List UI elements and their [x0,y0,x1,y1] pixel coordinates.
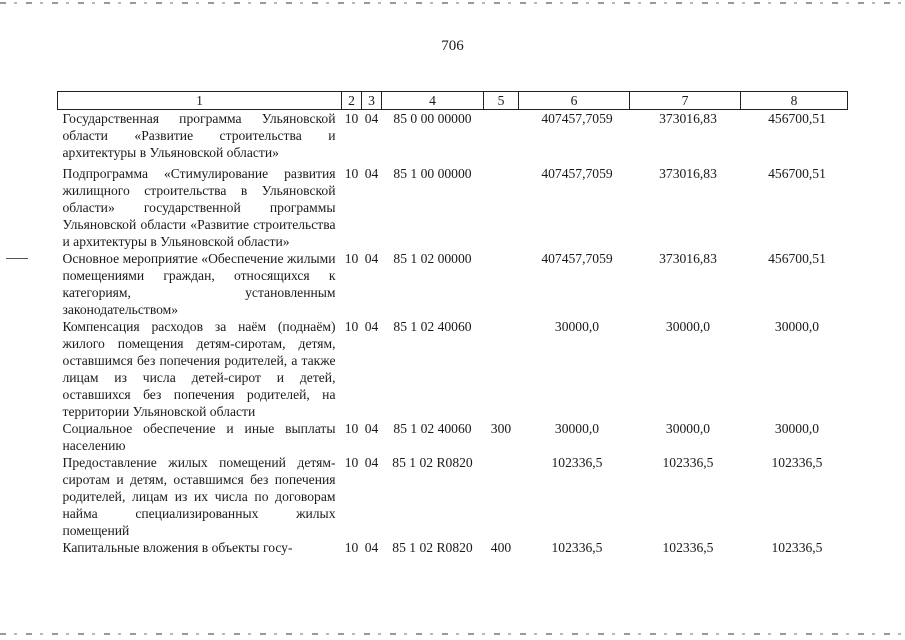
row-amount-2: 30000,0 [665,319,711,334]
row-amount-3: 102336,5 [771,455,823,470]
row-section: 10 [344,166,359,181]
column-header-5: 5 [484,92,519,110]
row-target-code: 85 1 00 00000 [393,166,472,181]
row-subsection: 04 [364,111,379,126]
row-expense-type: 300 [490,421,512,436]
row-amount-1: 30000,0 [554,319,600,334]
row-expense-type [484,318,519,420]
row-amount-1: 407457,7059 [541,251,613,266]
row-name: Предоставление жилых помещений детям-сиротам и детям, оставшимся без попечения родителей, лицам из их числа по договорам найма специализированных жилых помещений [62,455,336,538]
row-subsection: 04 [364,319,379,334]
row-subsection: 04 [364,455,379,470]
table-row [58,539,848,556]
table-row [58,454,848,539]
table-row [58,420,848,454]
row-amount-3: 30000,0 [774,421,820,436]
row-section: 10 [344,251,359,266]
page-number: 706 [441,38,464,54]
row-target-code: 85 1 02 R0820 [392,540,473,555]
row-amount-2: 373016,83 [659,251,717,266]
row-section: 10 [344,540,359,555]
row-name: Государственная программа Ульяновской области «Развитие строительства и архитектуры в Ульяновской области» [62,111,336,160]
scan-artifact-bottom [0,633,905,635]
row-target-code: 85 1 02 R0820 [392,455,473,470]
column-header-8: 8 [741,92,848,110]
budget-table [57,91,848,556]
row-amount-3: 456700,51 [768,166,826,181]
table-row [58,110,848,166]
row-amount-2: 373016,83 [659,166,717,181]
row-expense-type [484,110,519,166]
row-section: 10 [344,455,359,470]
row-amount-3: 102336,5 [771,540,823,555]
table-row [58,165,848,250]
row-section: 10 [344,421,359,436]
row-amount-2: 30000,0 [665,421,711,436]
row-expense-type [484,454,519,539]
column-header-2: 2 [342,92,362,110]
row-subsection: 04 [364,166,379,181]
row-amount-3: 30000,0 [774,319,820,334]
column-header-6: 6 [519,92,630,110]
row-target-code: 85 0 00 00000 [393,111,472,126]
row-name: Капитальные вложения в объекты госу- [62,540,293,555]
row-subsection: 04 [364,251,379,266]
row-target-code: 85 1 02 40060 [393,421,472,436]
row-subsection: 04 [364,540,379,555]
row-amount-2: 102336,5 [662,540,714,555]
row-amount-1: 30000,0 [554,421,600,436]
row-amount-1: 407457,7059 [541,166,613,181]
scan-artifact-top [0,2,905,4]
row-amount-1: 407457,7059 [541,111,613,126]
table-row [58,318,848,420]
row-section: 10 [344,111,359,126]
row-amount-3: 456700,51 [768,111,826,126]
row-name: Социальное обеспечение и иные выплаты населению [62,421,336,453]
table-header [58,92,848,110]
row-name: Подпрограмма «Стимулирование развития жилищного строительства в Ульяновской области» государственной программы Ульяновской области «Развитие строительства и архитектуры в Ульяновской области» [62,166,336,249]
margin-mark [6,258,28,259]
table-row [58,250,848,318]
row-expense-type [484,250,519,318]
row-expense-type [484,165,519,250]
column-header-1: 1 [58,92,342,110]
row-target-code: 85 1 02 00000 [393,251,472,266]
row-amount-1: 102336,5 [551,455,603,470]
column-header-7: 7 [630,92,741,110]
row-section: 10 [344,319,359,334]
row-amount-3: 456700,51 [768,251,826,266]
column-header-4: 4 [382,92,484,110]
row-amount-2: 373016,83 [659,111,717,126]
row-expense-type: 400 [490,540,512,555]
row-name: Компенсация расходов за наём (поднаём) жилого помещения детям-сиротам, детям, оставшимся без попечения родителей, а также лицам из числа детей-сирот и детей, оставшихся без попечения родителей, на территории Ульяновской области [62,319,336,419]
column-header-3: 3 [362,92,382,110]
row-target-code: 85 1 02 40060 [393,319,472,334]
row-amount-2: 102336,5 [662,455,714,470]
row-name: Основное мероприятие «Обеспечение жилыми помещениями граждан, относящихся к категориям, установленным законодательством» [62,251,336,317]
row-amount-1: 102336,5 [551,540,603,555]
row-subsection: 04 [364,421,379,436]
